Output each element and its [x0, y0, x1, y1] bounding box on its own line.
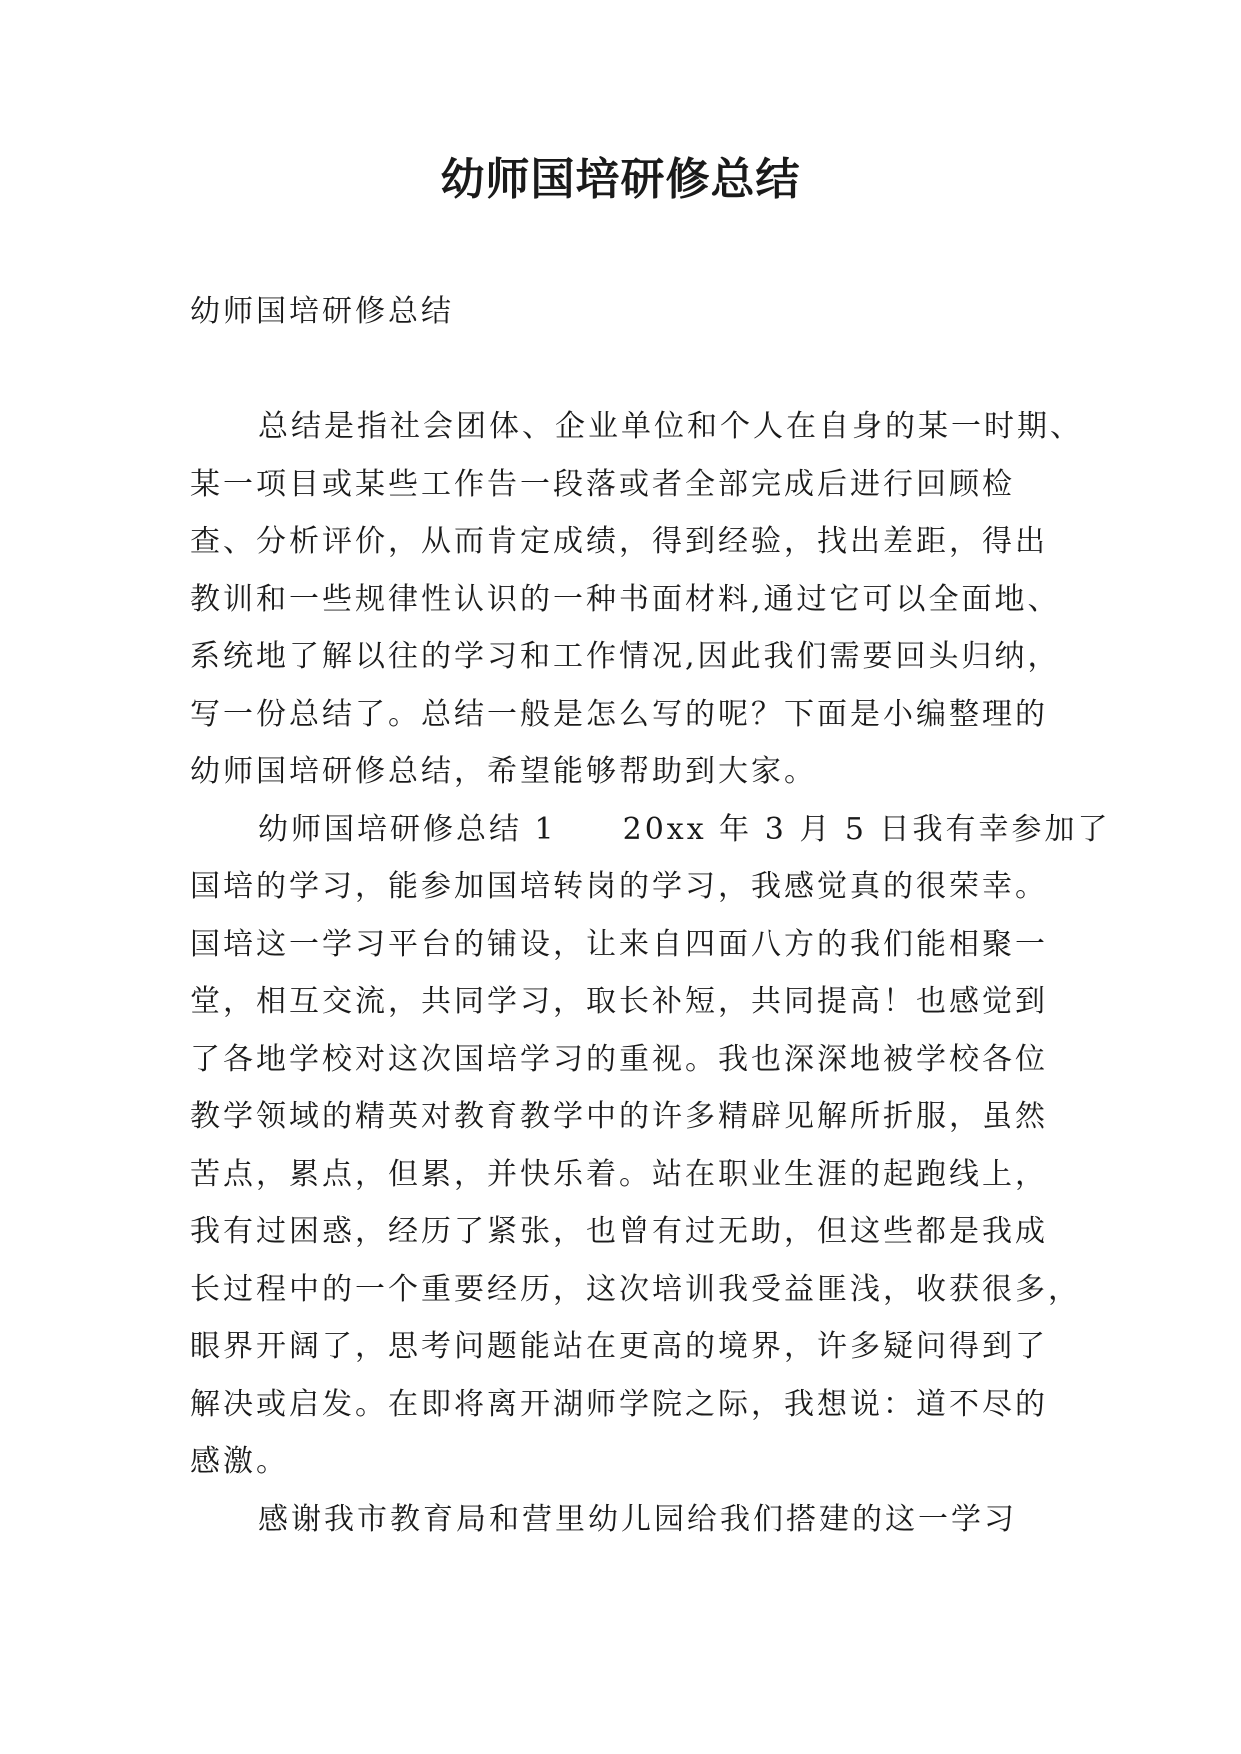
text-line: 某一项目或某些工作告一段落或者全部完成后进行回顾检: [190, 466, 1015, 502]
text-line: 系统地了解以往的学习和工作情况,因此我们需要回头归纳，: [190, 639, 1061, 674]
text-line: 总结是指社会团体、企业单位和个人在自身的某一时期、: [258, 409, 1083, 444]
text-line: 教学领域的精英对教育教学中的许多精辟见解所折服，虽然: [190, 1099, 1048, 1134]
text-line: 堂，相互交流，共同学习，取长补短，共同提高！也感觉到: [190, 984, 1048, 1019]
text-line: 幼师国培研修总结 1 20xx 年 3 月 5 日我有幸参加了: [258, 811, 1111, 847]
document-body: [190, 283, 1111, 1548]
text-line: 查、分析评价，从而肯定成绩，得到经验，找出差距，得出: [190, 524, 1048, 559]
text-line: 解决或启发。在即将离开湖师学院之际，我想说：道不尽的: [190, 1386, 1048, 1422]
text-line: 长过程中的一个重要经历，这次培训我受益匪浅，收获很多，: [190, 1271, 1081, 1307]
text-line: 教训和一些规律性认识的一种书面材料,通过它可以全面地、: [190, 581, 1061, 617]
text-line: 苦点，累点，但累，并快乐着。站在职业生涯的起跑线上，: [190, 1156, 1048, 1192]
text-line: 写一份总结了。总结一般是怎么写的呢？下面是小编整理的: [190, 696, 1048, 732]
text-line: 了各地学校对这次国培学习的重视。我也深深地被学校各位: [190, 1041, 1048, 1077]
text-line: 国培的学习，能参加国培转岗的学习，我感觉真的很荣幸。: [190, 869, 1048, 904]
text-line: 眼界开阔了，思考问题能站在更高的境界，许多疑问得到了: [190, 1329, 1048, 1364]
text-line: 国培这一学习平台的铺设，让来自四面八方的我们能相聚一: [190, 926, 1048, 962]
paragraph-gap: [190, 341, 1070, 399]
text-line: 我有过困惑，经历了紧张，也曾有过无助，但这些都是我成: [190, 1214, 1048, 1249]
document-title: 幼师国培研修总结: [440, 154, 801, 205]
text-line: 感激。: [190, 1444, 289, 1479]
text-line: 幼师国培研修总结，希望能够帮助到大家。: [190, 754, 817, 789]
document-subtitle: 幼师国培研修总结: [190, 294, 454, 329]
text-line: 感谢我市教育局和营里幼儿园给我们搭建的这一学习: [258, 1501, 1017, 1537]
